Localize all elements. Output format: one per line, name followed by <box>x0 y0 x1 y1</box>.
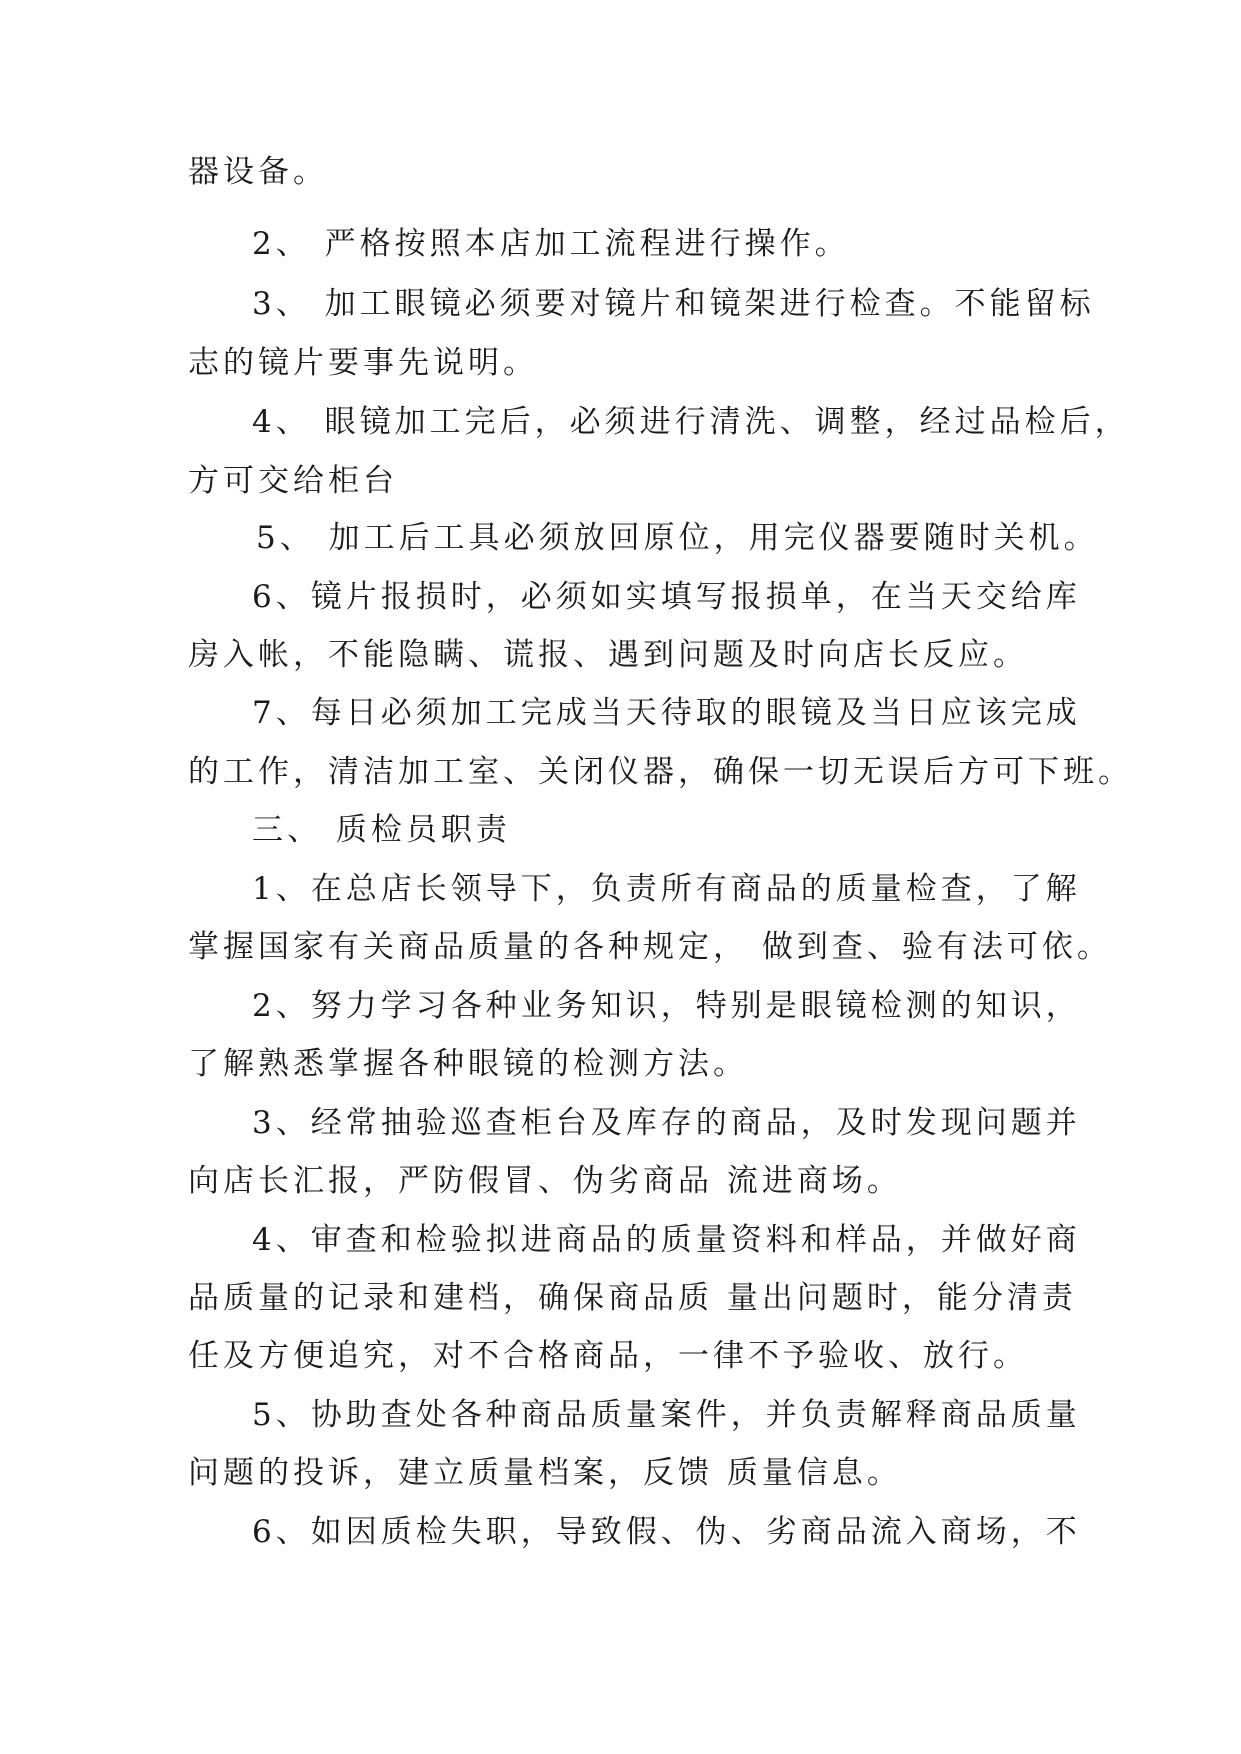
text-line: 3、经常抽验巡查柜台及库存的商品，及时发现问题并 <box>252 1105 1081 1141</box>
text-line: 2、 严格按照本店加工流程进行操作。 <box>252 226 850 262</box>
text-line: 4、 眼镜加工完后，必须进行清洗、调整，经过品检后， <box>252 404 1130 440</box>
text-line: 问题的投诉，建立质量档案，反馈 质量信息。 <box>188 1455 902 1491</box>
section-heading: 三、 质检员职责 <box>252 812 511 848</box>
text-line: 1、在总店长领导下，负责所有商品的质量检查，了解 <box>252 871 1081 907</box>
text-line: 器设备。 <box>188 154 328 190</box>
text-line: 方可交给柜台 <box>188 463 398 499</box>
text-line: 了解熟悉掌握各种眼镜的检测方法。 <box>188 1046 748 1082</box>
text-line: 掌握国家有关商品质量的各种规定， 做到查、验有法可依。 <box>188 929 1112 965</box>
text-line: 向店长汇报，严防假冒、伪劣商品 流进商场。 <box>188 1163 902 1199</box>
text-line: 任及方便追究，对不合格商品，一律不予验收、放行。 <box>188 1338 1028 1374</box>
text-line: 7、每日必须加工完成当天待取的眼镜及当日应该完成 <box>252 695 1081 731</box>
text-line: 2、努力学习各种业务知识，特别是眼镜检测的知识， <box>252 988 1081 1024</box>
text-line: 房入帐，不能隐瞒、谎报、遇到问题及时向店长反应。 <box>188 637 1028 673</box>
text-line: 5、 加工后工具必须放回原位，用完仪器要随时关机。 <box>256 520 1099 556</box>
text-line: 6、镜片报损时，必须如实填写报损单，在当天交给库 <box>252 579 1081 615</box>
text-line: 品质量的记录和建档，确保商品质 量出问题时，能分清责 <box>188 1280 1077 1316</box>
text-line: 志的镜片要事先说明。 <box>188 345 538 381</box>
text-line: 4、审查和检验拟进商品的质量资料和样品，并做好商 <box>252 1222 1081 1258</box>
text-line: 5、协助查处各种商品质量案件，并负责解释商品质量 <box>252 1397 1081 1433</box>
text-line: 的工作，清洁加工室、关闭仪器，确保一切无误后方可下班。 <box>188 754 1133 790</box>
text-line: 6、如因质检失职，导致假、伪、劣商品流入商场，不 <box>252 1514 1081 1550</box>
text-line: 3、 加工眼镜必须要对镜片和镜架进行检查。不能留标 <box>252 286 1095 322</box>
